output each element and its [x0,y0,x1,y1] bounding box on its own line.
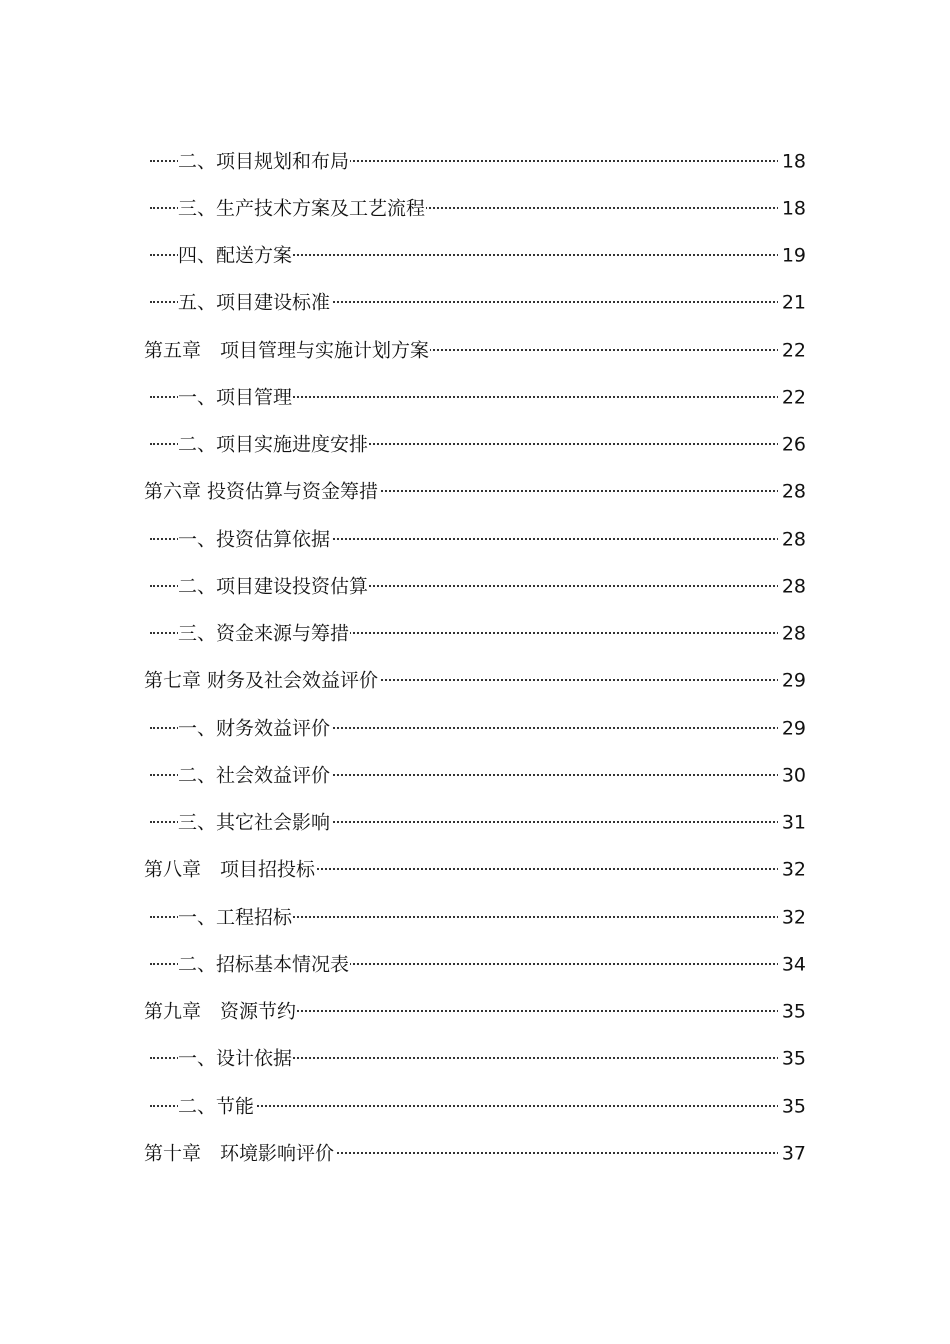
toc-entry[interactable] [0,374,950,421]
toc-entry-title: 一、财务效益评价 [178,717,331,740]
toc-page-number: 34 [778,955,806,974]
toc-entry[interactable] [0,894,950,941]
toc-entry-title: 二、项目建设投资估算 [178,575,369,598]
toc-page-number: 32 [778,908,806,927]
toc-entry[interactable] [0,752,950,799]
toc-page-number: 32 [778,861,806,880]
toc-chapter-entry[interactable] [0,469,950,516]
toc-entry-title: 四、配送方案 [178,244,293,267]
toc-entry[interactable] [0,422,950,469]
toc-page-number: 19 [778,247,806,266]
toc-page-number: 22 [778,388,806,407]
toc-entry[interactable] [0,280,950,327]
toc-entry-title: 第十章 环境影响评价 [144,1142,335,1165]
toc-page-number: 29 [778,672,806,691]
toc-page-number: 28 [778,625,806,644]
toc-entry[interactable] [0,1083,950,1130]
toc-page-number: 37 [778,1144,806,1163]
toc-page-number: 21 [778,294,806,313]
toc-chapter-entry[interactable] [0,847,950,894]
toc-entry-title: 二、节能 [178,1095,255,1118]
toc-entry[interactable] [0,800,950,847]
toc-entry-title: 一、设计依据 [178,1047,293,1070]
toc-page-number: 35 [778,1003,806,1022]
toc-entry-title: 三、其它社会影响 [178,811,331,834]
toc-entry-title: 第六章 投资估算与资金筹措 [144,480,379,503]
toc-page-number: 18 [778,199,806,218]
toc-entry[interactable] [0,233,950,280]
table-of-contents [0,138,950,1178]
toc-entry-title: 二、招标基本情况表 [178,953,350,976]
toc-page-number: 18 [778,152,806,171]
toc-entry-title: 二、项目实施进度安排 [178,433,369,456]
toc-chapter-entry[interactable] [0,989,950,1036]
toc-page-number: 29 [778,719,806,738]
toc-entry-title: 第九章 资源节约 [144,1000,297,1023]
toc-entry-title: 第八章 项目招投标 [144,858,316,881]
toc-page-number: 30 [778,766,806,785]
toc-chapter-entry[interactable] [0,658,950,705]
toc-page-number: 22 [778,341,806,360]
toc-entry-title: 一、项目管理 [178,386,293,409]
toc-entry-title: 三、资金来源与筹措 [178,622,350,645]
toc-entry[interactable] [0,941,950,988]
toc-entry[interactable] [0,516,950,563]
toc-chapter-entry[interactable] [0,327,950,374]
toc-page-number: 35 [778,1097,806,1116]
toc-entry[interactable] [0,563,950,610]
toc-entry-title: 第七章 财务及社会效益评价 [144,669,379,692]
toc-entry[interactable] [0,138,950,185]
toc-page-number: 35 [778,1050,806,1069]
toc-page-number: 28 [778,577,806,596]
toc-entry-title: 五、项目建设标准 [178,291,331,314]
toc-page-number: 28 [778,483,806,502]
toc-entry-title: 二、项目规划和布局 [178,150,350,173]
toc-entry[interactable] [0,185,950,232]
toc-entry-title: 二、社会效益评价 [178,764,331,787]
toc-entry-title: 三、生产技术方案及工艺流程 [178,197,426,220]
toc-chapter-entry[interactable] [0,1130,950,1177]
toc-entry-title: 第五章 项目管理与实施计划方案 [144,339,430,362]
toc-entry-title: 一、工程招标 [178,906,293,929]
toc-entry[interactable] [0,705,950,752]
toc-entry[interactable] [0,1036,950,1083]
toc-entry[interactable] [0,611,950,658]
toc-entry-title: 一、投资估算依据 [178,528,331,551]
toc-page-number: 26 [778,436,806,455]
toc-page-number: 31 [778,814,806,833]
toc-page-number: 28 [778,530,806,549]
